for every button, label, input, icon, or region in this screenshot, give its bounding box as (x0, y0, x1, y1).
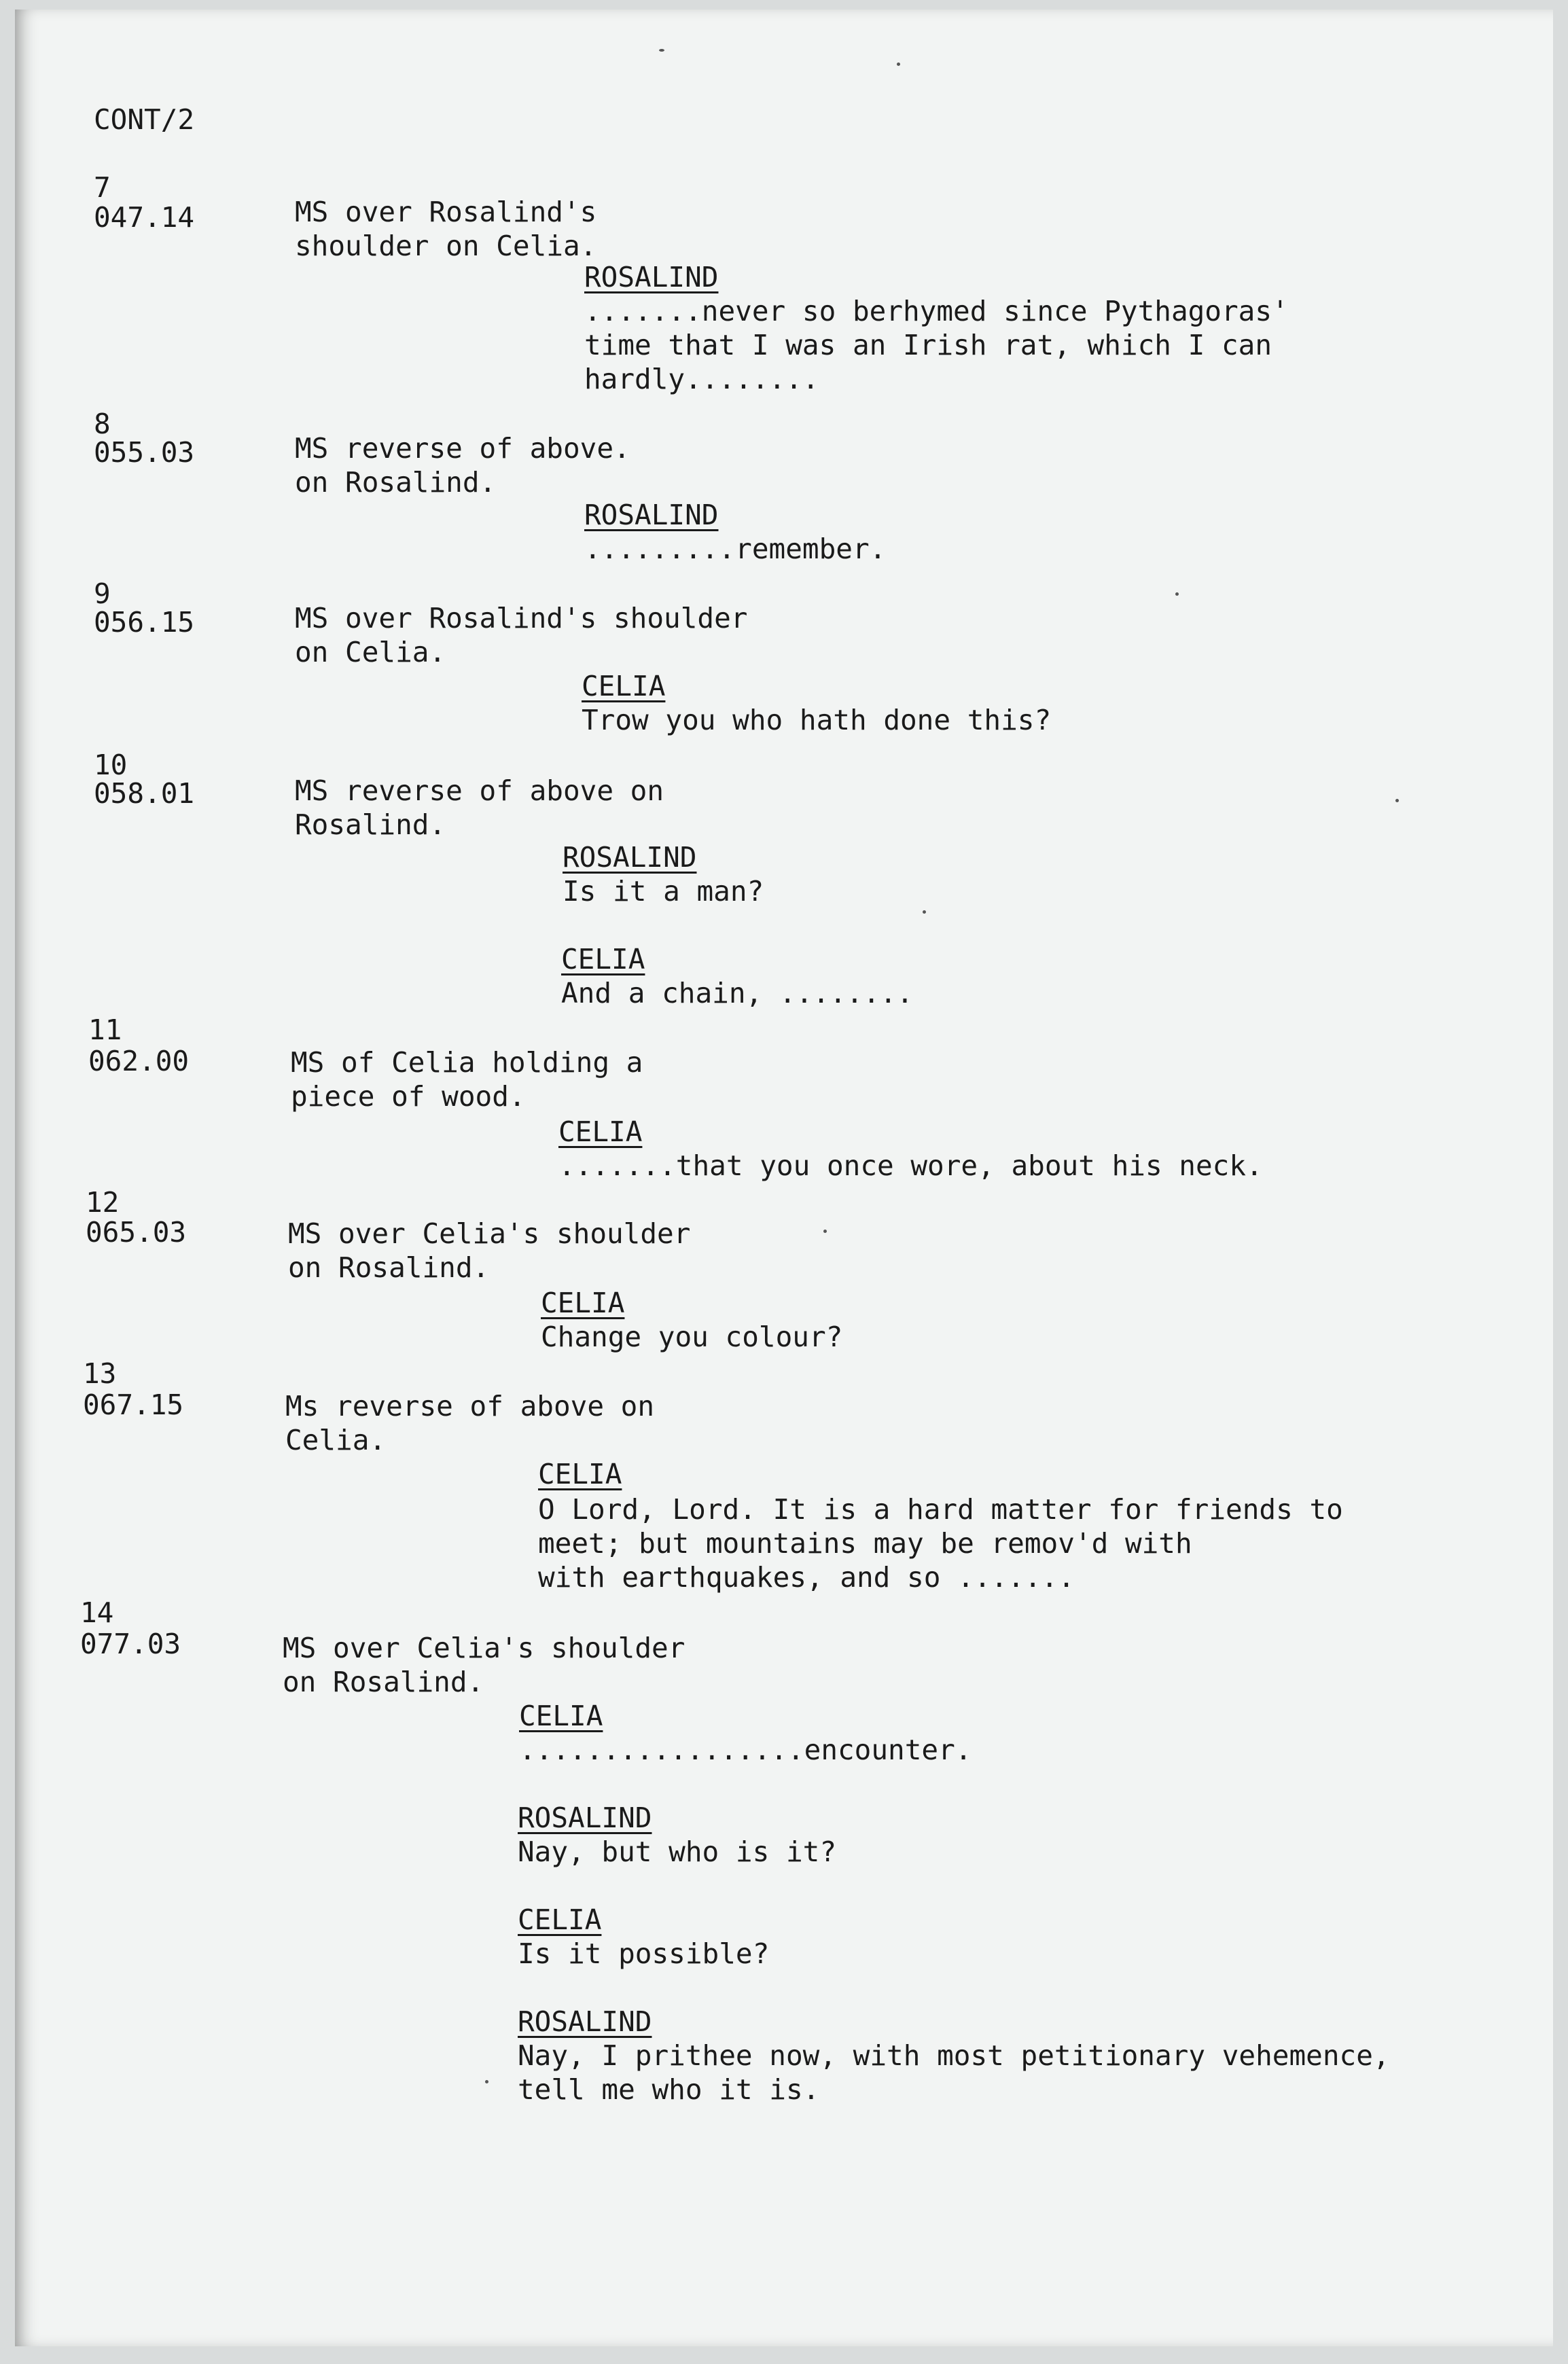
script-page (15, 10, 1553, 2346)
shot-description: MS over Rosalind's (295, 196, 597, 228)
shot-number: 13 (83, 1357, 117, 1390)
dialogue-line: .................encounter. (519, 1734, 972, 1766)
dialogue-line: tell me who it is. (518, 2073, 820, 2106)
dialogue-line: .......that you once wore, about his neck. (558, 1149, 1263, 1182)
shot-description: Celia. (285, 1424, 387, 1456)
dialogue-line: .........remember. (584, 533, 887, 565)
shot-description: on Rosalind. (283, 1666, 484, 1698)
dialogue-line: Is it possible? (518, 1937, 770, 1970)
speaker-name: CELIA (582, 670, 666, 702)
shot-description: MS reverse of above. (295, 432, 630, 465)
shot-description: Rosalind. (295, 808, 446, 841)
dialogue-line: meet; but mountains may be remov'd with (538, 1527, 1192, 1560)
shot-time: 058.01 (94, 777, 195, 810)
dialogue-line: Change you colour? (541, 1321, 843, 1353)
speaker-name: ROSALIND (563, 841, 697, 874)
dialogue-line: Nay, but who is it? (518, 1835, 836, 1868)
shot-number: 8 (94, 408, 111, 440)
shot-description: on Rosalind. (295, 466, 497, 499)
shot-number: 11 (88, 1014, 122, 1046)
shot-description: on Rosalind. (288, 1251, 490, 1284)
cont-label: CONT/2 (94, 103, 195, 136)
scan-speck (485, 2080, 488, 2083)
speaker-name: CELIA (541, 1287, 625, 1319)
shot-description: piece of wood. (291, 1080, 526, 1113)
scan-speck (923, 910, 926, 914)
shot-number: 12 (86, 1186, 120, 1219)
shot-number: 10 (94, 749, 128, 781)
shot-number: 7 (94, 171, 111, 204)
scan-speck (823, 1230, 827, 1233)
speaker-name: ROSALIND (584, 499, 719, 531)
dialogue-line: time that I was an Irish rat, which I can (584, 329, 1272, 361)
speaker-name: CELIA (558, 1115, 643, 1148)
dialogue-line: O Lord, Lord. It is a hard matter for friends to (538, 1493, 1343, 1526)
speaker-name: CELIA (561, 943, 645, 975)
speaker-name: CELIA (538, 1458, 622, 1490)
shot-description: MS of Celia holding a (291, 1046, 643, 1079)
scan-speck (1395, 799, 1399, 802)
dialogue-line: And a chain, ........ (561, 977, 914, 1009)
speaker-name: CELIA (518, 1903, 602, 1936)
dialogue-line: .......never so berhymed since Pythagoras' (584, 295, 1289, 327)
speaker-name: CELIA (519, 1700, 603, 1732)
shot-description: Ms reverse of above on (285, 1390, 655, 1422)
shot-time: 067.15 (83, 1389, 184, 1421)
dialogue-line: Nay, I prithee now, with most petitionary vehemence, (518, 2039, 1390, 2072)
shot-time: 062.00 (88, 1045, 190, 1077)
shot-number: 9 (94, 577, 111, 610)
scan-speck (897, 62, 900, 66)
dialogue-line: with earthquakes, and so ....... (538, 1561, 1075, 1594)
shot-time: 055.03 (94, 436, 195, 469)
shot-description: MS over Celia's shoulder (283, 1632, 685, 1664)
dialogue-line: Trow you who hath done this? (582, 704, 1052, 736)
shot-time: 047.14 (94, 201, 195, 234)
dialogue-line: Is it a man? (563, 875, 764, 908)
scan-speck (1175, 592, 1179, 596)
shot-description: shoulder on Celia. (295, 230, 597, 262)
shot-description: MS over Rosalind's shoulder (295, 602, 748, 634)
scan-speck (659, 49, 664, 52)
dialogue-line: hardly........ (584, 363, 819, 395)
speaker-name: ROSALIND (518, 1802, 652, 1834)
shot-description: on Celia. (295, 636, 446, 668)
shot-time: 077.03 (80, 1628, 181, 1660)
shot-description: MS over Celia's shoulder (288, 1217, 691, 1250)
shot-time: 065.03 (86, 1216, 187, 1249)
shot-number: 14 (80, 1596, 114, 1629)
speaker-name: ROSALIND (518, 2005, 652, 2038)
shot-time: 056.15 (94, 606, 195, 639)
speaker-name: ROSALIND (584, 261, 719, 293)
shot-description: MS reverse of above on (295, 774, 664, 807)
